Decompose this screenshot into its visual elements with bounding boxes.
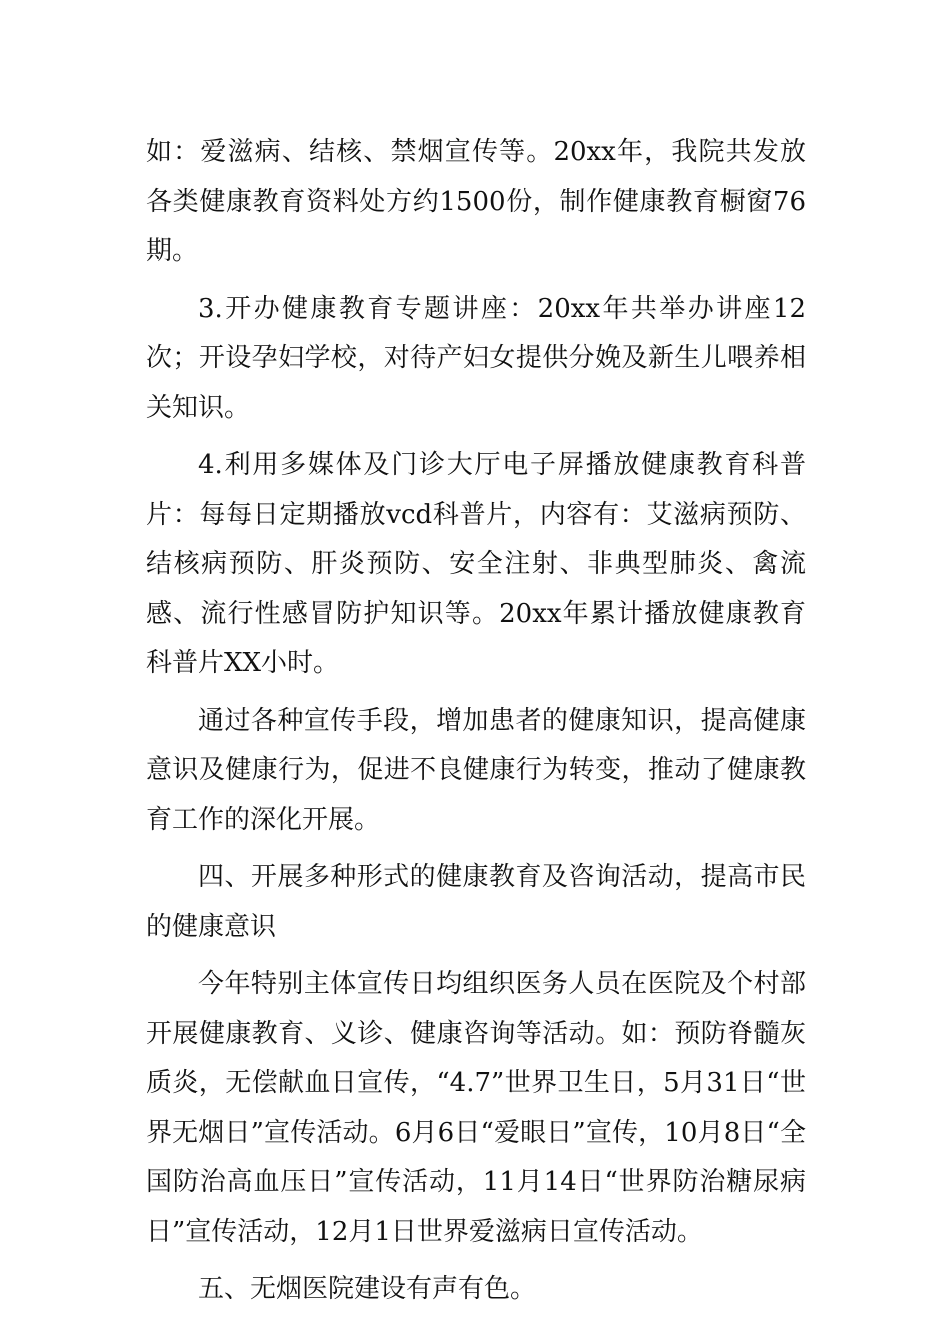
section-heading-5: 五、无烟医院建设有声有色。	[198, 1274, 537, 1304]
paragraph-3: 4.利用多媒体及门诊大厅电子屏播放健康教育科普片：每每日定期播放vcd科普片，内容有：艾滋病预防、结核病预防、肝炎预防、安全注射、非典型肺炎、禽流感、流行性感冒防护知识等。20xx年累计播放健康教育科普片XX小时。	[146, 450, 806, 678]
paragraph-4: 通过各种宣传手段，增加患者的健康知识，提高健康意识及健康行为，促进不良健康行为转变，推动了健康教育工作的深化开展。	[146, 705, 806, 835]
paragraph-2: 3.开办健康教育专题讲座：20xx年共举办讲座12次；开设孕妇学校，对待产妇女提供分娩及新生儿喂养相关知识。	[146, 293, 806, 423]
paragraph-5: 今年特别主体宣传日均组织医务人员在医院及个村部开展健康教育、义诊、健康咨询等活动。如：预防脊髓灰质炎，无偿献血日宣传，“4.7”世界卫生日，5月31日“世界无烟日”宣传活动。6月6日“爱眼日”宣传，10月8日“全国防治高血压日”宣传活动，11月14日“世界防治糖尿病日”宣传活动，12月1日世界爱滋病日宣传活动。	[146, 969, 806, 1247]
section-heading-4: 四、开展多种形式的健康教育及咨询活动，提高市民的健康意识	[146, 862, 806, 942]
document-body	[146, 128, 806, 1323]
paragraph-1: 如：爱滋病、结核、禁烟宣传等。20xx年，我院共发放各类健康教育资料处方约1500份，制作健康教育橱窗76期。	[146, 137, 806, 266]
